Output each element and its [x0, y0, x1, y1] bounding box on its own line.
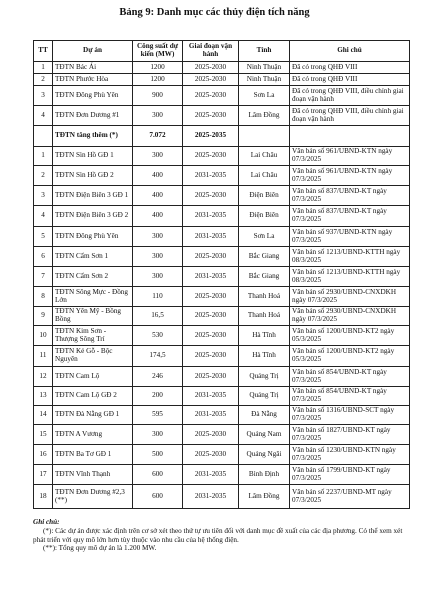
cell-period: 2025-2030: [183, 425, 239, 445]
cell-note: Văn bản số 2237/UBND-MT ngày 07/3/2025: [290, 485, 410, 509]
cell-name: TĐTN Sìn Hồ GĐ 1: [53, 147, 133, 166]
cell-mw: 600: [133, 465, 183, 485]
cell-note: Đã có trong QHĐ VIII: [290, 74, 410, 86]
cell-name: TĐTN Đà Nẵng GĐ 1: [53, 406, 133, 425]
table-row: [34, 485, 410, 509]
cell-name: TĐTN Cam Lộ GĐ 2: [53, 387, 133, 406]
cell-note: Văn bản số 1200/UBND-KT2 ngày 05/3/2025: [290, 346, 410, 367]
notes-section: [33, 518, 409, 553]
cell-note: Đã có trong QHĐ VIII, điều chỉnh giai đoạn vận hành: [290, 106, 410, 126]
cell-name: TĐTN Yên Mỹ - Bồng Bồng: [53, 307, 133, 326]
column-header: Công suất dự kiến (MW): [133, 41, 183, 62]
column-header: TT: [34, 41, 53, 62]
cell-note: Văn bản số 961/UBND-KTN ngày 07/3/2025: [290, 147, 410, 166]
cell-mw: 110: [133, 287, 183, 307]
cell-note: [290, 126, 410, 147]
table-row: [34, 425, 410, 445]
cell-name: TĐTN Bác Ái: [53, 62, 133, 74]
cell-name: TĐTN Ba Tơ GĐ 1: [53, 445, 133, 465]
cell-tt: 17: [34, 465, 53, 485]
cell-province: Hà Tĩnh: [239, 326, 290, 346]
cell-tt: 3: [34, 86, 53, 106]
note-2: (**): Tổng quy mô dự án là 1.200 MW.: [43, 544, 157, 553]
cell-mw: 174,5: [133, 346, 183, 367]
cell-name: TĐTN Điện Biên 3 GĐ 2: [53, 206, 133, 227]
cell-tt: 14: [34, 406, 53, 425]
cell-mw: 530: [133, 326, 183, 346]
cell-name: TĐTN Đông Phù Yên: [53, 86, 133, 106]
cell-period: 2025-2030: [183, 307, 239, 326]
table-row: [34, 186, 410, 206]
cell-mw: 200: [133, 387, 183, 406]
table-row: [34, 86, 410, 106]
cell-mw: 400: [133, 166, 183, 186]
cell-note: Văn bản số 961/UBND-KTN ngày 07/3/2025: [290, 166, 410, 186]
cell-tt: 8: [34, 287, 53, 307]
cell-tt: 1: [34, 147, 53, 166]
cell-province: Đà Nẵng: [239, 406, 290, 425]
cell-note: Đã có trong QHĐ VIII, điều chỉnh giai đoạn vận hành: [290, 86, 410, 106]
cell-name: TĐTN Điện Biên 3 GĐ 1: [53, 186, 133, 206]
cell-note: Đã có trong QHĐ VIII: [290, 62, 410, 74]
notes-heading: Ghi chú:: [33, 518, 60, 526]
table-row: [34, 307, 410, 326]
cell-period: 2031-2035: [183, 387, 239, 406]
table-row: [34, 287, 410, 307]
cell-name: TĐTN Đông Phù Yên: [53, 227, 133, 247]
cell-period: 2025-2030: [183, 106, 239, 126]
page-title: Bảng 9: Danh mục các thủy điện tích năng: [119, 7, 310, 18]
table-row: [34, 62, 410, 74]
note-1: (*): Các dự án được xác định trên cơ sở xét theo thứ tự ưu tiên đối với danh mục đề xuất của các địa phương. Có thể xem xét phát triển với quy mô lớn hơn tùy thuộc vào nhu cầu của hệ thống điện.: [33, 526, 403, 544]
table-row: [34, 367, 410, 387]
column-header: Ghi chú: [290, 41, 410, 62]
cell-mw: 300: [133, 227, 183, 247]
cell-period: 2025-2030: [183, 147, 239, 166]
cell-note: Văn bản số 1213/UBND-KTTH ngày 08/3/2025: [290, 247, 410, 267]
cell-name: TĐTN Sông Mực - Đồng Lớn: [53, 287, 133, 307]
cell-mw: 246: [133, 367, 183, 387]
cell-province: Bắc Giang: [239, 267, 290, 287]
table-row: [34, 267, 410, 287]
cell-period: 2025-2030: [183, 247, 239, 267]
cell-tt: 4: [34, 206, 53, 227]
cell-province: Thanh Hoá: [239, 307, 290, 326]
hydropower-table: [33, 40, 410, 509]
cell-name: TĐTN Vĩnh Thạnh: [53, 465, 133, 485]
cell-period: 2031-2035: [183, 406, 239, 425]
cell-mw: 1200: [133, 62, 183, 74]
cell-period: 2025-2030: [183, 326, 239, 346]
cell-tt: 4: [34, 106, 53, 126]
cell-mw: 500: [133, 445, 183, 465]
cell-tt: 18: [34, 485, 53, 509]
cell-period: 2025-2030: [183, 74, 239, 86]
cell-name: TĐTN Kim Sơn - Thượng Sông Trí: [53, 326, 133, 346]
table-row: [34, 74, 410, 86]
cell-note: Văn bản số 2930/UBND-CNXDKH ngày 07/3/2025: [290, 287, 410, 307]
cell-period: 2025-2030: [183, 287, 239, 307]
cell-tt: 16: [34, 445, 53, 465]
cell-province: Sơn La: [239, 227, 290, 247]
cell-mw: 400: [133, 206, 183, 227]
cell-period: 2031-2035: [183, 267, 239, 287]
cell-name: TĐTN Cam Lộ: [53, 367, 133, 387]
table-row: [34, 247, 410, 267]
cell-note: Văn bản số 837/UBND-KT ngày 07/3/2025: [290, 186, 410, 206]
cell-mw: 400: [133, 186, 183, 206]
cell-name: TĐTN Đơn Dương #1: [53, 106, 133, 126]
table-row: [34, 346, 410, 367]
cell-note: Văn bản số 1827/UBND-KT ngày 07/3/2025: [290, 425, 410, 445]
table-row: [34, 465, 410, 485]
cell-tt: 2: [34, 166, 53, 186]
table-header-row: [34, 41, 410, 62]
cell-province: Quảng Trị: [239, 387, 290, 406]
cell-period: 2025-2030: [183, 186, 239, 206]
cell-name: TĐTN tăng thêm (*): [53, 126, 133, 147]
cell-province: Quảng Nam: [239, 425, 290, 445]
table-body: [34, 62, 410, 509]
cell-mw: 595: [133, 406, 183, 425]
cell-name: TĐTN Đơn Dương #2,3 (**): [53, 485, 133, 509]
cell-note: Văn bản số 1230/UBND-KTN ngày 07/3/2025: [290, 445, 410, 465]
cell-tt: 11: [34, 346, 53, 367]
cell-name: TĐTN Sìn Hồ GĐ 2: [53, 166, 133, 186]
cell-period: 2031-2035: [183, 206, 239, 227]
cell-province: Điện Biên: [239, 206, 290, 227]
cell-province: [239, 126, 290, 147]
table-row: [34, 206, 410, 227]
table-row: [34, 326, 410, 346]
cell-period: 2031-2035: [183, 166, 239, 186]
cell-mw: 7.072: [133, 126, 183, 147]
cell-note: Văn bản số 837/UBND-KT ngày 07/3/2025: [290, 206, 410, 227]
cell-province: Lâm Đồng: [239, 485, 290, 509]
cell-period: 2025-2030: [183, 62, 239, 74]
table-row: [34, 387, 410, 406]
cell-tt: 13: [34, 387, 53, 406]
column-header: Tỉnh: [239, 41, 290, 62]
cell-province: Ninh Thuận: [239, 74, 290, 86]
cell-mw: 1200: [133, 74, 183, 86]
cell-name: TĐTN Cẩm Sơn 1: [53, 247, 133, 267]
cell-period: 2025-2030: [183, 86, 239, 106]
cell-note: Văn bản số 1213/UBND-KTTH ngày 08/3/2025: [290, 267, 410, 287]
cell-tt: 5: [34, 227, 53, 247]
cell-period: 2025-2030: [183, 346, 239, 367]
cell-mw: 300: [133, 106, 183, 126]
cell-tt: 2: [34, 74, 53, 86]
cell-province: Ninh Thuận: [239, 62, 290, 74]
cell-tt: 15: [34, 425, 53, 445]
cell-mw: 300: [133, 267, 183, 287]
cell-tt: 1: [34, 62, 53, 74]
cell-period: 2031-2035: [183, 227, 239, 247]
cell-period: 2025-2030: [183, 445, 239, 465]
cell-note: Văn bản số 1799/UBND-KT ngày 07/3/2025: [290, 465, 410, 485]
cell-province: Bắc Giang: [239, 247, 290, 267]
cell-tt: 7: [34, 267, 53, 287]
cell-period: 2031-2035: [183, 465, 239, 485]
cell-province: Lâm Đồng: [239, 106, 290, 126]
cell-note: Văn bản số 854/UBND-KT ngày 07/3/2025: [290, 387, 410, 406]
cell-mw: 300: [133, 247, 183, 267]
cell-province: Bình Định: [239, 465, 290, 485]
table-row: [34, 406, 410, 425]
cell-note: Văn bản số 937/UBND-KTN ngày 07/3/2025: [290, 227, 410, 247]
cell-tt: 6: [34, 247, 53, 267]
cell-name: TĐTN A Vương: [53, 425, 133, 445]
cell-name: TĐTN Cẩm Sơn 2: [53, 267, 133, 287]
cell-period: 2031-2035: [183, 485, 239, 509]
cell-mw: 600: [133, 485, 183, 509]
cell-province: Quảng Trị: [239, 367, 290, 387]
column-header: Dự án: [53, 41, 133, 62]
cell-note: Văn bản số 2930/UBND-CNXDKH ngày 07/3/2025: [290, 307, 410, 326]
cell-province: Thanh Hoá: [239, 287, 290, 307]
cell-province: Lai Châu: [239, 166, 290, 186]
cell-period: 2025-2035: [183, 126, 239, 147]
table-row: [34, 126, 410, 147]
cell-mw: 300: [133, 425, 183, 445]
cell-province: Điện Biên: [239, 186, 290, 206]
cell-mw: 16,5: [133, 307, 183, 326]
cell-note: Văn bản số 1316/UBND-SCT ngày 07/3/2025: [290, 406, 410, 425]
table-row: [34, 445, 410, 465]
table-row: [34, 227, 410, 247]
cell-note: Văn bản số 1200/UBND-KT2 ngày 05/3/2025: [290, 326, 410, 346]
cell-province: Quảng Ngãi: [239, 445, 290, 465]
cell-name: TĐTN Kẻ Gỗ - Bộc Nguyên: [53, 346, 133, 367]
cell-tt: 10: [34, 326, 53, 346]
cell-tt: [34, 126, 53, 147]
cell-note: Văn bản số 854/UBND-KT ngày 07/3/2025: [290, 367, 410, 387]
cell-name: TĐTN Phước Hòa: [53, 74, 133, 86]
cell-tt: 12: [34, 367, 53, 387]
table-row: [34, 147, 410, 166]
cell-province: Sơn La: [239, 86, 290, 106]
cell-mw: 300: [133, 147, 183, 166]
column-header: Giai đoạn vận hành: [183, 41, 239, 62]
cell-province: Hà Tĩnh: [239, 346, 290, 367]
cell-tt: 9: [34, 307, 53, 326]
cell-tt: 3: [34, 186, 53, 206]
table-row: [34, 166, 410, 186]
cell-mw: 900: [133, 86, 183, 106]
cell-period: 2025-2030: [183, 367, 239, 387]
cell-province: Lai Châu: [239, 147, 290, 166]
table-row: [34, 106, 410, 126]
